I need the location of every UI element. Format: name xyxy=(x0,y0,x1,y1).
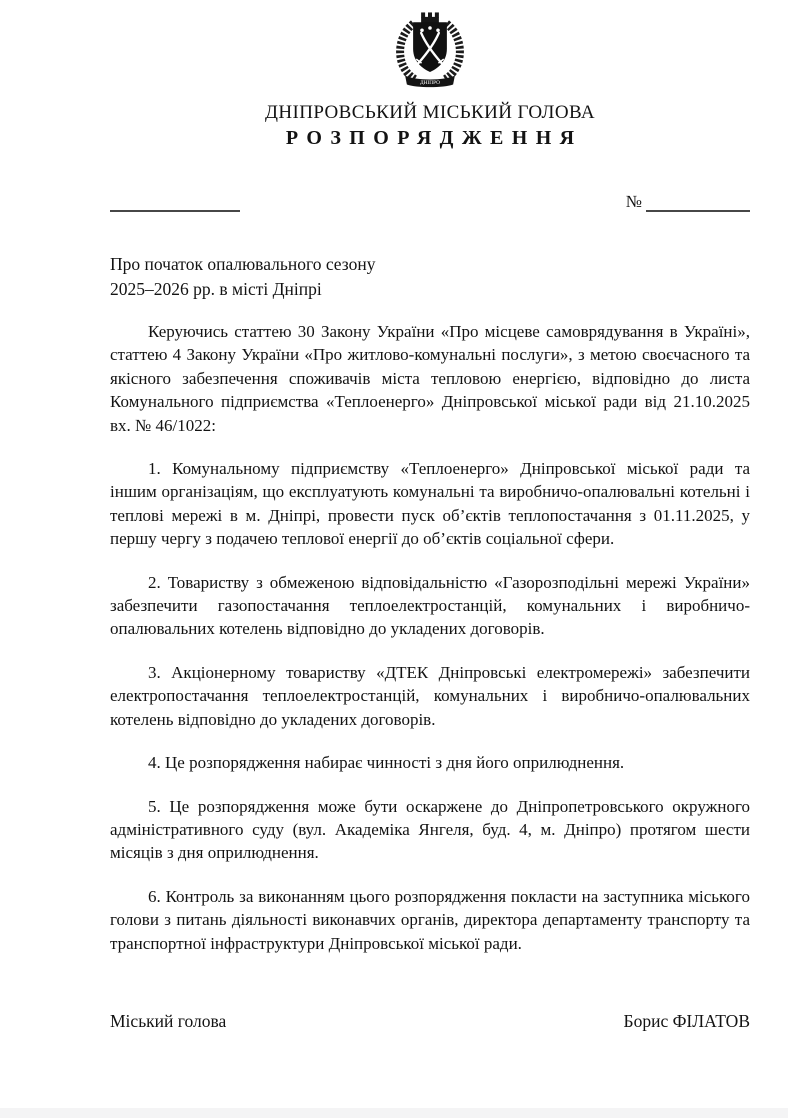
document-body xyxy=(110,320,750,955)
number-label: № xyxy=(625,192,642,211)
subject-line-2: 2025–2026 рр. в місті Дніпрі xyxy=(110,279,322,299)
order-item-1: 1. Комунальному підприємству «Теплоенерго» Дніпровської міської ради та іншим організаціям, що експлуатують комунальні та виробничо-опалювальні котельні і теплові мережі в м. Дніпрі, провести пуск об’єктів теплопостачання з 01.11.2025, у першу чергу з подачею теплової енергії до об’єктів соціальної сфери. xyxy=(110,459,750,549)
signature-position: Міський голова xyxy=(110,1010,227,1031)
number-blank-line xyxy=(646,194,750,212)
emblem-ribbon-text: ДНІПРО xyxy=(420,80,440,86)
subject-line-1: Про початок опалювального сезону xyxy=(110,254,376,274)
signature-name: Борис ФІЛАТОВ xyxy=(623,1010,750,1031)
order-item-2: 2. Товариству з обмеженою відповідальністю «Газорозподільні мережі України» забезпечити газопостачання теплоелектростанцій, комунальних і виробничо-опалювальних котелень відповідно до укладених договорів. xyxy=(110,572,750,639)
order-item-6: 6. Контроль за виконанням цього розпорядження покласти на заступника міського голови з питань діяльності виконавчих органів, директора департаменту транспорту та транспортної інфраструктури Дніпровської міської ради. xyxy=(110,886,750,953)
order-item-3: 3. Акціонерному товариству «ДТЕК Дніпровські електромережі» забезпечити електропостачання теплоелектростанцій, комунальних і виробничо-опалювальних котелень відповідно до укладених договорів. xyxy=(110,662,750,729)
signature-block xyxy=(110,1011,750,1032)
coat-of-arms xyxy=(110,8,750,93)
subject-block xyxy=(110,252,530,302)
number-group xyxy=(626,192,750,212)
order-item-5: 5. Це розпорядження може бути оскаржене до Дніпропетровського окружного адміністративного суду (вул. Академіка Янгеля, буд. 4, м. Дніпро) протягом шести місяців з дня оприлюднення. xyxy=(110,796,750,863)
scan-edge-artifact xyxy=(0,1108,788,1118)
org-title: ДНІПРОВСЬКИЙ МІСЬКИЙ ГОЛОВА xyxy=(265,102,595,123)
date-blank-line xyxy=(110,194,240,212)
reference-row xyxy=(110,192,750,212)
order-item-4: 4. Це розпорядження набирає чинності з дня його оприлюднення. xyxy=(148,753,625,773)
doc-type-title: РОЗПОРЯДЖЕННЯ xyxy=(285,127,583,149)
dnipro-coat-of-arms-icon xyxy=(385,8,475,88)
intro-paragraph: Керуючись статтею 30 Закону України «Про місцеве самоврядування в Україні», статтею 4 Закону України «Про житлово-комунальні послуги», з метою своєчасного та якісного забезпечення споживачів міста тепловою енергією, відповідно до листа Комунального підприємства «Теплоенерго» Дніпровської міської ради від 21.10.2025 вх. № 46/1022: xyxy=(110,322,750,435)
